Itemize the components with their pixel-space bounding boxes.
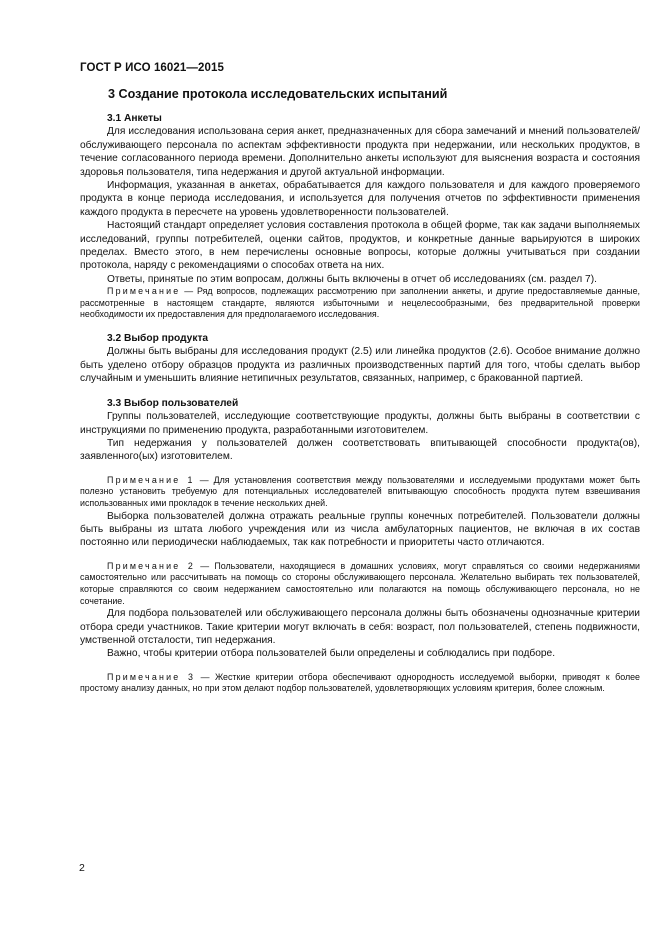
document-body [80, 86, 640, 695]
subsection-title-3-3: 3.3 Выбор пользователей [107, 397, 239, 409]
paragraph-3-1-4: Ответы, принятые по этим вопросам, должны быть включены в отчет об исследованиях (см. раздел 7). [107, 273, 597, 285]
section-title: 3 Создание протокола исследовательских испытаний [108, 87, 448, 101]
page-header-standard: ГОСТ Р ИСО 16021—2015 [80, 62, 225, 74]
note-label: Примечание 2 [107, 560, 195, 571]
note-text: — Для установления соответствия между пользователями и исследуемыми продуктами может быть полезно установить требуемую для потенциальных исследователей впитывающую способность продукта путем взвешивания использованных ими прокладок в течение нескольких дней. [80, 474, 641, 508]
paragraph-3-3-3: Выборка пользователей должна отражать реальные группы конечных потребителей. Пользователи должны быть выбраны из штата любого учреждения или из числа амбулаторных пациентов, не включая в их состав постоянно или периодически наблюдаемых, так как потребности и приоритеты часто отличаются. [80, 510, 640, 549]
note-label: Примечание 3 [107, 671, 196, 682]
note-label: Примечание 1 [107, 474, 195, 485]
subsection-title-3-1: 3.1 Анкеты [107, 113, 162, 124]
paragraph-3-3-4: Для подбора пользователей или обслуживающего персонала должны быть обозначены однозначные критерии отбора среди участников. Такие критерии могут включать в себя: возраст, пол пользователей, степень подвижности, умственной отсталости, тип недержания. [80, 608, 640, 646]
paragraph-3-2-1: Должны быть выбраны для исследования продукт (2.5) или линейка продуктов (2.6). Особое внимание должно быть уделено отбору образцов продукта из различных производственных партий для того, чтобы сделать выбор случайным и уменьшить влияние нетипичных результатов, связанных, например, с бракованной партией. [80, 346, 640, 385]
paragraph-3-3-1: Группы пользователей, исследующие соответствующие продукты, должны быть выбраны в соответствии с инструкциями по применению продукта, разработанными изготовителем. [80, 411, 640, 436]
note-3-3-3 [80, 672, 640, 695]
paragraph-3-1-2: Информация, указанная в анкетах, обрабатывается для каждого пользователя и для каждого проверяемого продукта в конце периода исследования, и используется для получения отчетов по эффективности применения каждого продукта в пересчете на уровень удовлетворенности пользователей. [80, 180, 640, 218]
note-text: — Пользователи, находящиеся в домашних условиях, могут справляться со своими недержаниями самостоятельно или рассчитывать на помощь со стороны обслуживающего персонала. Желательно выбирать тех пользователей, которые справляются со своим недержанием самостоятельно или полагаются на помощь обслуживающего персонала, но не сочетание. [80, 560, 640, 606]
paragraph-3-3-5: Важно, чтобы критерии отбора пользователей были определены и соблюдались при подборе. [107, 648, 556, 660]
paragraph-3-3-2: Тип недержания у пользователей должен соответствовать впитывающей способности продукта(ов), заявленного(ых) изготовителем. [80, 437, 640, 463]
note-text: — Жесткие критерии отбора обеспечивают однородность исследуемой выборки, приводят к более простому анализу данных, но при этом делают подбор пользователей, удовлетворяющих условиям критерия, более сложным. [80, 671, 640, 694]
page-number: 2 [79, 862, 85, 874]
note-3-3-1 [80, 475, 640, 510]
subsection-title-3-2: 3.2 Выбор продукта [107, 333, 209, 345]
note-label: Примечание [107, 286, 181, 297]
paragraph-3-1-3: Настоящий стандарт определяет условия составления протокола в общей форме, так как задачи выполняемых исследований, группы потребителей, оценки сайтов, продуктов, и конкретные данные варьируются в широких пределах. Вместо этого, в нем перечислены основные вопросы, которые должны учитываться при создании протокола, наряду с рекомендациями о способах ответа на них. [80, 220, 640, 272]
paragraph-3-1-1: Для исследования использована серия анкет, предназначенных для сбора замечаний и мнений пользователей/обслуживающего персонала по аспектам эффективности продукта при недержании, или нескольких продуктов, в течение согласованного периода времени. Дополнительно анкеты используют для выяснения возраста и состояния здоровья пользователя, типа недержания и другой актуальной информации. [80, 126, 640, 178]
note-3-3-2 [80, 561, 640, 607]
note-text: — Ряд вопросов, подлежащих рассмотрению при заполнении анкеты, и другие предоставляемые данные, рассмотренные в настоящем стандарте, являются избыточными и нецелесообразными, без предварительной проверки необходимости их предоставления для предполагаемого исследования. [80, 286, 640, 320]
note-3-1 [80, 286, 640, 321]
